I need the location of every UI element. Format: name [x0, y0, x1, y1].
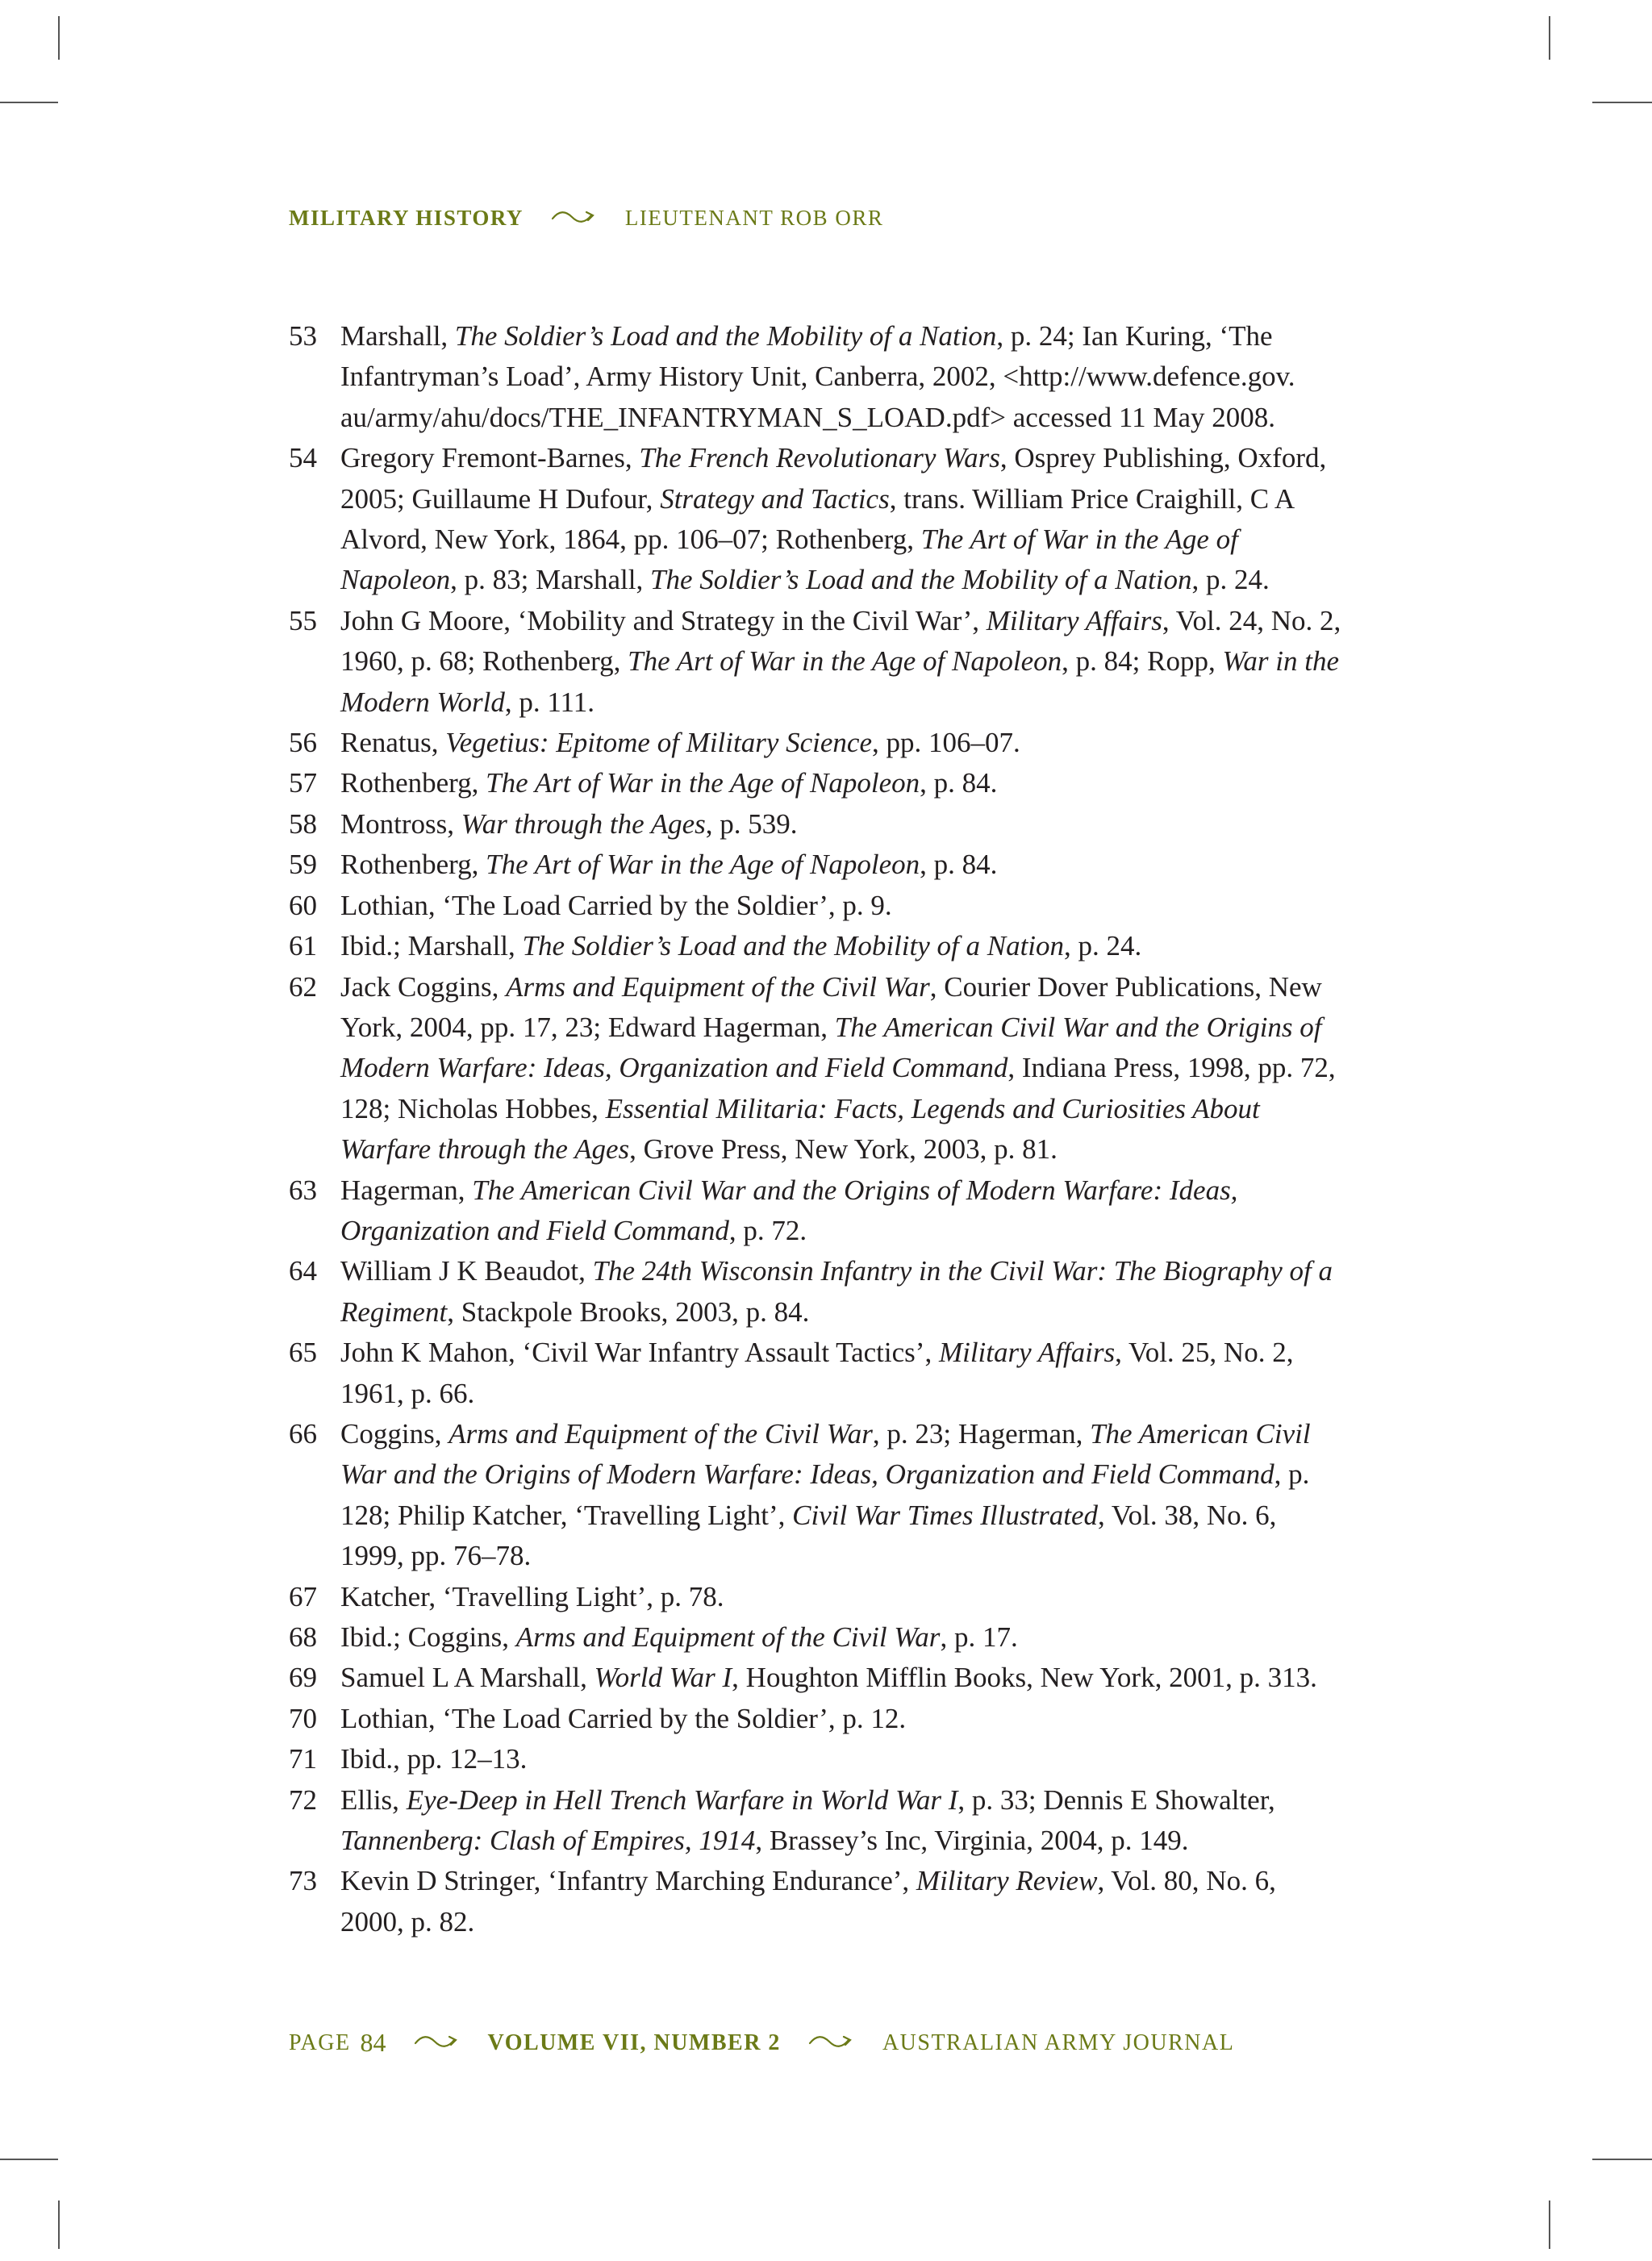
- endnote-item: [289, 1699, 1345, 1739]
- endnote-item: [289, 1739, 1345, 1779]
- endnote-text: Hagerman, The American Civil War and the Origins of Modern Warfare: Ideas, Organization and Field Command, p. 72.: [340, 1174, 1238, 1246]
- crop-mark: [1592, 102, 1652, 103]
- crop-mark: [58, 2201, 60, 2249]
- crop-mark: [1592, 2159, 1652, 2160]
- endnote-text: Ibid., pp. 12–13.: [340, 1743, 528, 1775]
- endnote-number: 66: [289, 1417, 317, 1450]
- endnote-number: 61: [289, 930, 317, 962]
- author-name: LIEUTENANT ROB ORR: [624, 206, 884, 230]
- endnote-item: [289, 845, 1345, 885]
- endnote-item: [289, 1333, 1345, 1414]
- endnote-number: 57: [289, 767, 317, 799]
- swash-ornament-icon: [551, 206, 598, 231]
- endnote-item: [289, 967, 1345, 1170]
- endnote-item: [289, 1170, 1345, 1252]
- endnote-text: Coggins, Arms and Equipment of the Civil War, p. 23; Hagerman, The American Civil War and the Origins of Modern Warfare: Ideas, Organization and Field Command, p. 128; Philip Katcher, ‘Travelling Light’, Civil War Times Illustrated, Vol. 38, No. 6, 1999, pp. 76–78.: [340, 1417, 1311, 1572]
- endnote-text: Marshall, The Soldier’s Load and the Mobility of a Nation, p. 24; Ian Kuring, ‘The Infantryman’s Load’, Army History Unit, Canberra, 2002, <http://www.defence.gov. au/army/ahu/docs/THE_INFANTRYMAN_S_LOAD.pdf> accessed 11 May 2008.: [340, 320, 1295, 433]
- swash-ornament-icon: [808, 2030, 855, 2056]
- endnote-text: Gregory Fremont-Barnes, The French Revolutionary Wars, Osprey Publishing, Oxford, 2005; Guillaume H Dufour, Strategy and Tactics, trans. William Price Craighill, C A Alvord, New York, 1864, pp. 106–07; Rothenberg, The Art of War in the Age of Napoleon, p. 83; Marshall, The Soldier’s Load and the Mobility of a Nation, p. 24.: [340, 442, 1327, 596]
- endnote-text: John K Mahon, ‘Civil War Infantry Assault Tactics’, Military Affairs, Vol. 25, No. 2, 1961, p. 66.: [340, 1337, 1294, 1409]
- page-label: PAGE: [289, 2029, 351, 2055]
- endnote-number: 71: [289, 1743, 317, 1775]
- endnote-number: 60: [289, 889, 317, 921]
- crop-mark: [0, 102, 58, 103]
- endnote-item: [289, 438, 1345, 601]
- page-number: 84: [360, 2028, 386, 2057]
- endnote-text: Ibid.; Marshall, The Soldier’s Load and the Mobility of a Nation, p. 24.: [340, 930, 1142, 962]
- endnote-number: 55: [289, 604, 317, 636]
- endnote-text: Rothenberg, The Art of War in the Age of Napoleon, p. 84.: [340, 767, 998, 799]
- endnote-item: [289, 926, 1345, 966]
- endnote-item: [289, 1577, 1345, 1617]
- endnote-item: [289, 886, 1345, 926]
- endnote-text: Lothian, ‘The Load Carried by the Soldier’, p. 12.: [340, 1702, 907, 1734]
- endnote-text: Rothenberg, The Art of War in the Age of Napoleon, p. 84.: [340, 849, 998, 881]
- endnote-item: [289, 601, 1345, 723]
- journal-title: AUSTRALIAN ARMY JOURNAL: [882, 2029, 1235, 2055]
- endnote-item: [289, 1617, 1345, 1658]
- endnote-number: 62: [289, 970, 317, 1003]
- endnote-text: Jack Coggins, Arms and Equipment of the Civil War, Courier Dover Publications, New York, 2004, pp. 17, 23; Edward Hagerman, The American Civil War and the Origins of Modern Warfare: Ideas, Organization and Field Command, Indiana Press, 1998, pp. 72, 128; Nicholas Hobbes, Essential Militaria: Facts, Legends and Curiosities About Warfare through the Ages, Grove Press, New York, 2003, p. 81.: [340, 970, 1336, 1166]
- endnote-number: 73: [289, 1865, 317, 1897]
- endnote-text: William J K Beaudot, The 24th Wisconsin Infantry in the Civil War: The Biography of a Regiment, Stackpole Brooks, 2003, p. 84.: [340, 1255, 1333, 1328]
- endnote-text: John G Moore, ‘Mobility and Strategy in the Civil War’, Military Affairs, Vol. 24, No. 2, 1960, p. 68; Rothenberg, The Art of War in the Age of Napoleon, p. 84; Ropp, War in the Modern World, p. 111.: [340, 604, 1341, 718]
- endnote-number: 67: [289, 1580, 317, 1612]
- endnote-number: 59: [289, 849, 317, 881]
- endnote-text: Katcher, ‘Travelling Light’, p. 78.: [340, 1580, 724, 1612]
- endnote-item: [289, 1414, 1345, 1577]
- endnote-number: 72: [289, 1783, 317, 1816]
- endnote-text: Kevin D Stringer, ‘Infantry Marching Endurance’, Military Review, Vol. 80, No. 6, 2000, p. 82.: [340, 1865, 1276, 1938]
- endnote-item: [289, 1780, 1345, 1862]
- endnote-number: 53: [289, 320, 317, 352]
- crop-mark: [0, 2159, 58, 2160]
- running-footer: [289, 2028, 1234, 2058]
- endnotes-list: [289, 316, 1345, 1942]
- endnote-number: 56: [289, 727, 317, 759]
- endnote-item: [289, 1861, 1345, 1942]
- crop-mark: [1549, 16, 1550, 60]
- crop-mark: [58, 16, 60, 60]
- endnote-item: [289, 804, 1345, 845]
- endnote-number: 58: [289, 807, 317, 840]
- crop-mark: [1549, 2201, 1550, 2249]
- endnote-number: 65: [289, 1337, 317, 1369]
- volume-label: VOLUME VII, NUMBER 2: [487, 2029, 781, 2055]
- endnote-item: [289, 763, 1345, 803]
- endnote-text: Ellis, Eye-Deep in Hell Trench Warfare in World War I, p. 33; Dennis E Showalter, Tannenberg: Clash of Empires, 1914, Brassey’s Inc, Virginia, 2004, p. 149.: [340, 1783, 1275, 1857]
- swash-ornament-icon: [414, 2030, 461, 2056]
- endnote-number: 64: [289, 1255, 317, 1287]
- endnote-number: 68: [289, 1621, 317, 1653]
- endnote-number: 69: [289, 1662, 317, 1694]
- endnote-item: [289, 723, 1345, 763]
- endnote-item: [289, 316, 1345, 438]
- section-title: MILITARY HISTORY: [289, 206, 524, 230]
- endnote-text: Lothian, ‘The Load Carried by the Soldier’, p. 9.: [340, 889, 892, 921]
- endnote-number: 70: [289, 1702, 317, 1734]
- endnote-text: Ibid.; Coggins, Arms and Equipment of the Civil War, p. 17.: [340, 1621, 1018, 1653]
- endnote-number: 54: [289, 442, 317, 474]
- endnote-number: 63: [289, 1174, 317, 1206]
- endnote-text: Renatus, Vegetius: Epitome of Military Science, pp. 106–07.: [340, 727, 1020, 759]
- running-header: [289, 206, 883, 231]
- endnote-item: [289, 1658, 1345, 1698]
- endnote-item: [289, 1251, 1345, 1333]
- endnote-text: Samuel L A Marshall, World War I, Houghton Mifflin Books, New York, 2001, p. 313.: [340, 1662, 1317, 1694]
- endnote-text: Montross, War through the Ages, p. 539.: [340, 807, 798, 840]
